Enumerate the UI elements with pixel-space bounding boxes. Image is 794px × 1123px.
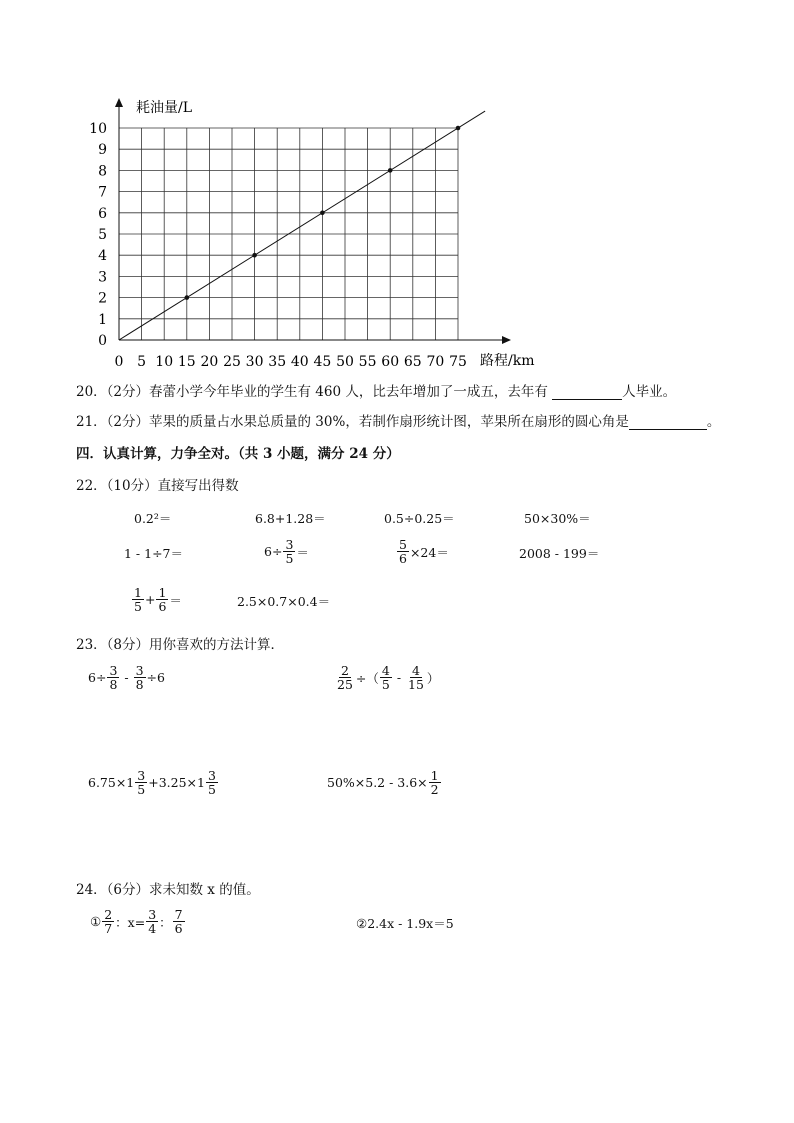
fraction: $\frac{3}{8}$ xyxy=(135,663,144,693)
fraction: $\frac{3}{5}$ xyxy=(285,537,294,567)
y-tick-label: 6 xyxy=(98,205,107,222)
series-line xyxy=(119,111,485,340)
fraction: $\frac{5}{6}$ xyxy=(399,537,407,567)
q23-expr-3: 6.75×1 $\frac{3}{5}$ +3.25×1 $\frac{3}{5}$ xyxy=(88,768,216,798)
q22-item-6: 6÷ $\frac{3}{5}$ ＝ xyxy=(264,537,309,567)
x-tick-label: 0 xyxy=(114,354,124,370)
q22-title: 22．（10分）直接写出得数 xyxy=(76,478,239,494)
data-point xyxy=(185,295,190,300)
x-tick-label: 60 xyxy=(381,354,400,370)
question-20 xyxy=(76,380,676,400)
q20-text: 20．（2分）春蕾小学今年毕业的学生有 460 人，比去年增加了一成五，去年有 xyxy=(76,384,553,400)
q22-item-9: $\frac{1}{5}$ + $\frac{1}{6}$ ＝ xyxy=(134,585,182,615)
q22-item-2: 6.8+1.28＝ xyxy=(255,511,326,526)
x-tick-label: 25 xyxy=(223,354,241,370)
x-tick-label: 40 xyxy=(290,354,309,370)
q23-expr-4: 50%×5.2 - 3.6× $\frac{1}{2}$ xyxy=(327,768,439,798)
y-tick-label: 9 xyxy=(98,142,107,159)
x-axis-label: 路程/km xyxy=(480,353,535,369)
fraction: $\frac{2}{25}$ xyxy=(337,663,353,693)
x-axis-arrow xyxy=(502,336,511,344)
x-tick-label: 20 xyxy=(200,354,219,370)
y-tick-label: 8 xyxy=(98,163,107,180)
fraction: $\frac{3}{8}$ xyxy=(109,663,118,693)
y-tick-label: 10 xyxy=(89,121,107,137)
y-tick-label: 4 xyxy=(98,248,107,265)
q23-title: 23．（8分）用你喜欢的方法计算． xyxy=(76,637,285,653)
x-tick-label: 45 xyxy=(313,354,332,370)
x-tick-label: 30 xyxy=(245,354,264,370)
y-tick-label: 3 xyxy=(98,269,107,286)
q21-answer-blank[interactable] xyxy=(629,415,707,430)
q24-expr-1: ① $\frac{2}{7}$ ：x= $\frac{3}{4}$ ： $\frac{7}{6}$ xyxy=(90,907,183,937)
q23-expr-1: 6÷ $\frac{3}{8}$ - $\frac{3}{8}$ ÷6 xyxy=(88,663,165,693)
q22-item-4: 50×30%＝ xyxy=(524,511,591,526)
y-tick-label: 1 xyxy=(98,311,107,328)
q21-tail: 。 xyxy=(706,414,721,430)
y-tick-label: 2 xyxy=(98,290,107,307)
fraction: $\frac{3}{4}$ xyxy=(148,907,157,937)
q24-expr-2: ②2.4x - 1.9x＝5 xyxy=(356,916,454,931)
q22-item-5: 1 - 1÷7＝ xyxy=(124,546,184,561)
q20-answer-blank[interactable] xyxy=(552,385,622,400)
section-4-heading: 四．认真计算，力争全对。（共 3 小题，满分 24 分） xyxy=(76,446,400,462)
data-point xyxy=(320,211,325,216)
fraction: $\frac{1}{2}$ xyxy=(430,768,439,798)
fraction: $\frac{3}{5}$ xyxy=(207,768,216,798)
x-tick-label: 35 xyxy=(268,354,287,370)
chart-series xyxy=(119,111,485,340)
q22-item-8: 2008 - 199＝ xyxy=(519,546,600,561)
y-tick-label: 5 xyxy=(98,227,107,243)
y-tick-label: 0 xyxy=(98,333,107,349)
fuel-distance-chart xyxy=(0,0,794,380)
data-point xyxy=(252,253,257,258)
x-tick-label: 55 xyxy=(358,354,377,370)
q22-item-3: 0.5÷0.25＝ xyxy=(384,511,455,526)
x-tick-label: 70 xyxy=(426,354,445,370)
x-tick-label: 10 xyxy=(155,354,174,370)
y-tick-label: 7 xyxy=(98,184,107,201)
data-point xyxy=(388,168,393,173)
fraction: $\frac{7}{6}$ xyxy=(174,907,183,937)
fraction: $\frac{1}{6}$ xyxy=(158,585,167,615)
x-tick-label: 15 xyxy=(177,354,196,370)
fraction: $\frac{2}{7}$ xyxy=(104,907,113,937)
x-tick-label: 65 xyxy=(403,354,422,370)
x-tick-label: 5 xyxy=(137,354,147,370)
fraction: $\frac{4}{5}$ xyxy=(381,663,390,693)
q22-item-1: 0.2²＝ xyxy=(134,511,172,526)
q21-text: 21．（2分）苹果的质量占水果总质量的 30%，若制作扇形统计图，苹果所在扇形的圆心角是 xyxy=(76,414,629,430)
y-axis-arrow xyxy=(115,98,123,107)
x-tick-label: 75 xyxy=(449,354,467,370)
y-axis-label: 耗油量/L xyxy=(136,100,193,116)
chart-axes xyxy=(115,98,511,344)
q22-item-7: $\frac{5}{6}$ ×24＝ xyxy=(399,537,449,567)
fraction: $\frac{4}{15}$ xyxy=(408,663,424,693)
fraction: $\frac{1}{5}$ xyxy=(134,585,142,615)
q24-title: 24．（6分）求未知数 x 的值。 xyxy=(76,882,260,898)
x-tick-label: 50 xyxy=(336,354,354,370)
question-21 xyxy=(76,410,720,430)
fraction: $\frac{3}{5}$ xyxy=(137,768,146,798)
q22-item-10: 2.5×0.7×0.4＝ xyxy=(237,594,331,609)
q23-expr-2: $\frac{2}{25}$ ÷（ $\frac{4}{5}$ - $\frac{4}{15}$ ） xyxy=(337,663,440,693)
q20-tail: 人毕业。 xyxy=(622,384,677,400)
data-point xyxy=(456,126,461,131)
